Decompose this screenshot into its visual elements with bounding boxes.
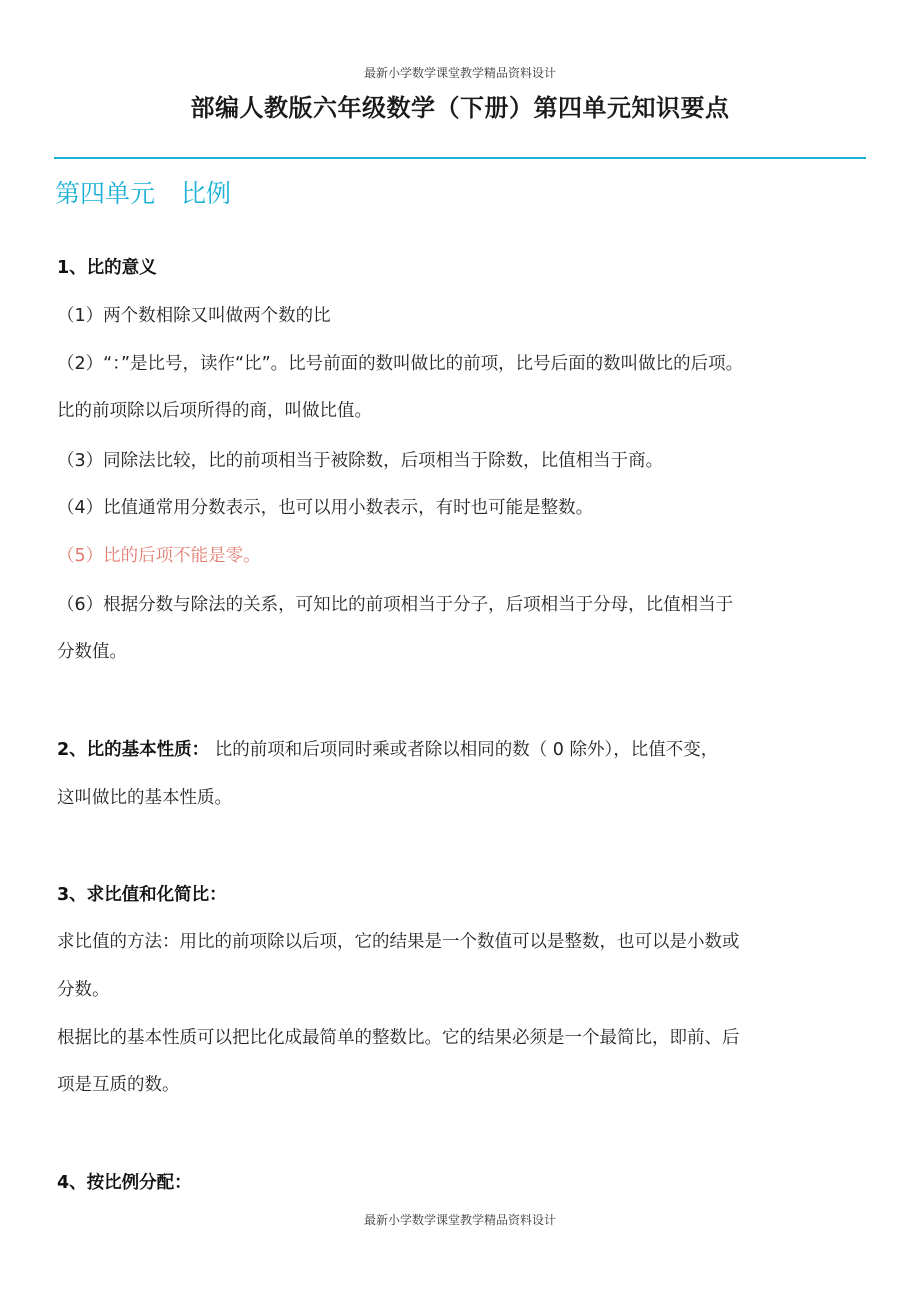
section3-line: 项是互质的数。 xyxy=(57,1075,180,1095)
unit-topic: 比例 xyxy=(181,179,232,208)
section4-heading: 4、按比例分配： xyxy=(57,1173,192,1193)
section3-line: 根据比的基本性质可以把比化成最简单的整数比。它的结果必须是一个最简比，即前、后 xyxy=(57,1028,740,1048)
page-header: 最新小学数学课堂教学精品资料设计 xyxy=(363,66,556,80)
section1-heading: 1、比的意义 xyxy=(57,258,157,278)
section1-item: （3）同除法比较，比的前项相当于被除数，后项相当于除数，比值相当于商。 xyxy=(57,451,664,471)
section1-item-highlight: （5）比的后项不能是零。 xyxy=(57,546,261,566)
page-footer: 最新小学数学课堂教学精品资料设计 xyxy=(363,1213,556,1227)
section3-line: 求比值的方法：用比的前项除以后项，它的结果是一个数值可以是整数，也可以是小数或 xyxy=(57,932,740,952)
title-divider xyxy=(54,157,866,159)
section2-heading: 2、比的基本性质： xyxy=(57,740,210,760)
section1-item: （6）根据分数与除法的关系，可知比的前项相当于分子，后项相当于分母，比值相当于 xyxy=(57,595,734,615)
section2-paragraph xyxy=(57,736,718,761)
section1-item: 比的前项除以后项所得的商，叫做比值。 xyxy=(57,401,372,421)
section2-text: 这叫做比的基本性质。 xyxy=(57,788,232,808)
section2-text: 比的前项和后项同时乘或者除以相同的数（ 0 除外），比值不变， xyxy=(209,740,719,760)
section1-item: 分数值。 xyxy=(57,642,127,662)
section1-item: （1）两个数相除又叫做两个数的比 xyxy=(57,306,331,326)
section1-item: （2）“：”是比号，读作“比”。比号前面的数叫做比的前项，比号后面的数叫做比的后项。 xyxy=(57,354,744,374)
unit-heading xyxy=(55,174,231,210)
section3-heading: 3、求比值和化简比： xyxy=(57,885,227,905)
section1-item: （4）比值通常用分数表示，也可以用小数表示，有时也可能是整数。 xyxy=(57,498,594,518)
section3-line: 分数。 xyxy=(57,980,110,1000)
unit-name: 第四单元 xyxy=(55,179,156,208)
page-title: 部编人教版六年级数学（下册）第四单元知识要点 xyxy=(190,94,730,122)
